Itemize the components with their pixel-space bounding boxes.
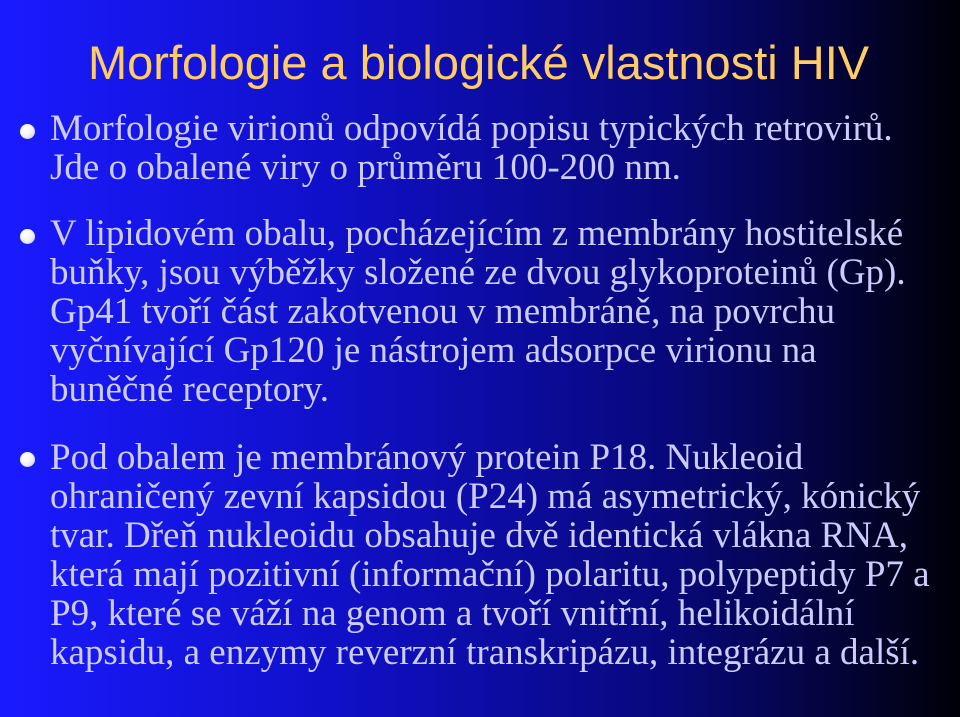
bullet-text-3 bbox=[50, 438, 930, 672]
text-line: Morfologie virionů odpovídá popisu typických retrovirů. bbox=[50, 108, 893, 149]
slide-title: Morfologie a biologické vlastnosti HIV bbox=[88, 36, 870, 89]
text-line: V lipidovém obalu, pocházejícím z membrány hostitelské bbox=[50, 213, 904, 254]
text-line: Jde o obalené viry o průměru 100-200 nm. bbox=[50, 147, 681, 188]
bullet-text-2 bbox=[50, 214, 906, 409]
text-line: ohraničený zevní kapsidou (P24) má asymetrický, kónický bbox=[50, 476, 921, 517]
text-line: Gp41 tvoří část zakotvenou v membráně, na povrchu bbox=[50, 291, 835, 332]
text-line: kapsidu, a enzymy reverzní transkripázu, integrázu a další. bbox=[50, 632, 920, 673]
bullet-icon bbox=[20, 124, 35, 139]
text-line: buněčné receptory. bbox=[50, 369, 330, 410]
text-line: Pod obalem je membránový protein P18. Nukleoid bbox=[50, 437, 804, 478]
text-line: vyčnívající Gp120 je nástrojem adsorpce virionu na bbox=[50, 330, 817, 371]
bullet-icon bbox=[20, 229, 35, 244]
bullet-text-1 bbox=[50, 109, 893, 187]
bullet-icon bbox=[20, 452, 35, 467]
text-line: která mají pozitivní (informační) polaritu, polypeptidy P7 a bbox=[50, 554, 930, 595]
text-line: buňky, jsou výběžky složené ze dvou glykoproteinů (Gp). bbox=[50, 252, 906, 293]
text-line: P9, které se váží na genom a tvoří vnitřní, helikoidální bbox=[50, 593, 855, 634]
text-line: tvar. Dřeň nukleoidu obsahuje dvě identická vlákna RNA, bbox=[50, 515, 908, 556]
